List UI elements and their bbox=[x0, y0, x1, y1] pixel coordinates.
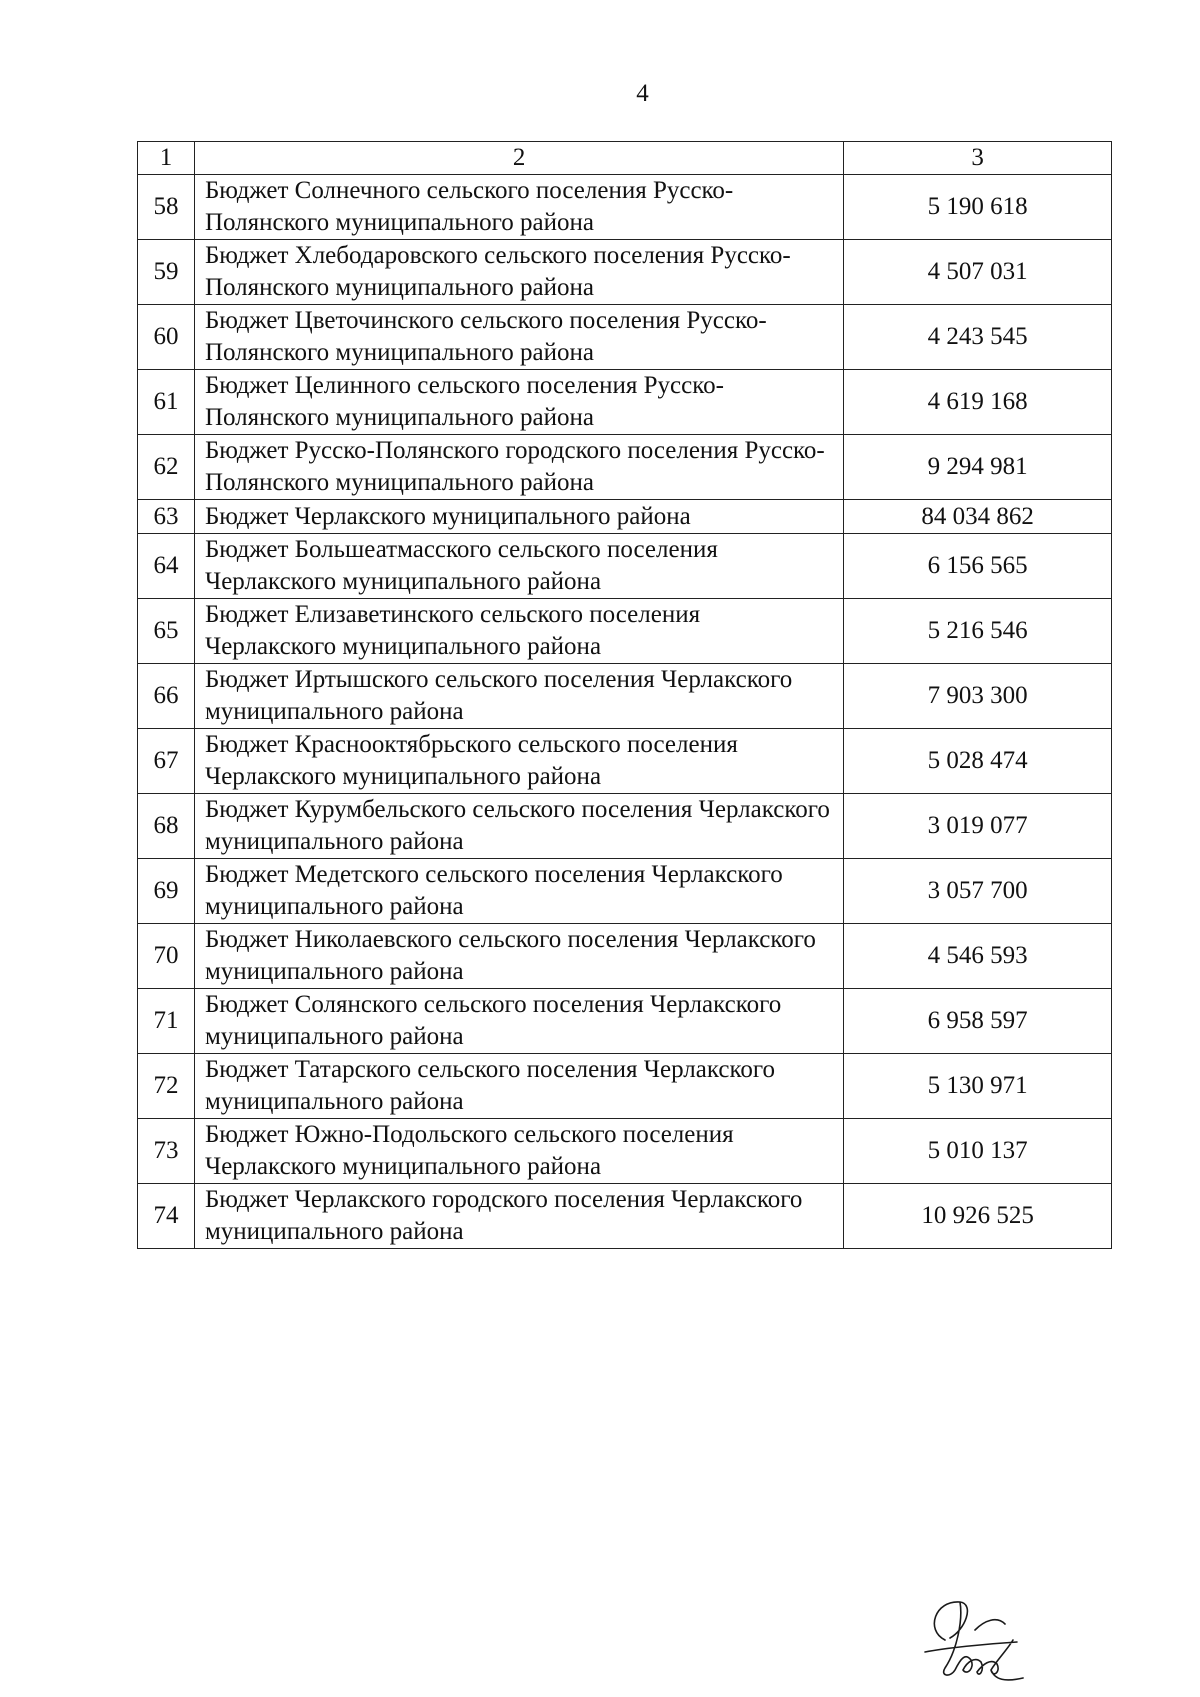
budget-name-cell: Бюджет Целинного сельского поселения Русско-Полянского муниципального района bbox=[194, 370, 843, 435]
row-number-cell: 64 bbox=[138, 534, 195, 599]
row-number-cell: 71 bbox=[138, 989, 195, 1054]
row-number-cell: 58 bbox=[138, 175, 195, 240]
row-number-cell: 62 bbox=[138, 435, 195, 500]
amount-cell: 4 507 031 bbox=[844, 240, 1112, 305]
row-number-cell: 67 bbox=[138, 729, 195, 794]
budget-name-cell: Бюджет Черлакского муниципального района bbox=[194, 500, 843, 534]
table-row bbox=[138, 240, 1112, 305]
budget-name-cell: Бюджет Медетского сельского поселения Черлакского муниципального района bbox=[194, 859, 843, 924]
row-number-cell: 70 bbox=[138, 924, 195, 989]
header-cell-name: 2 bbox=[194, 142, 843, 175]
row-number-cell: 66 bbox=[138, 664, 195, 729]
row-number-cell: 69 bbox=[138, 859, 195, 924]
amount-cell: 3 019 077 bbox=[844, 794, 1112, 859]
amount-cell: 5 216 546 bbox=[844, 599, 1112, 664]
amount-cell: 5 190 618 bbox=[844, 175, 1112, 240]
table-row bbox=[138, 500, 1112, 534]
table-row bbox=[138, 729, 1112, 794]
table-row bbox=[138, 305, 1112, 370]
row-number-cell: 59 bbox=[138, 240, 195, 305]
budget-name-cell: Бюджет Черлакского городского поселения Черлакского муниципального района bbox=[194, 1184, 843, 1249]
budget-name-cell: Бюджет Цветочинского сельского поселения Русско-Полянского муниципального района bbox=[194, 305, 843, 370]
table-row bbox=[138, 175, 1112, 240]
amount-cell: 10 926 525 bbox=[844, 1184, 1112, 1249]
row-number-cell: 65 bbox=[138, 599, 195, 664]
amount-cell: 4 546 593 bbox=[844, 924, 1112, 989]
amount-cell: 9 294 981 bbox=[844, 435, 1112, 500]
amount-cell: 3 057 700 bbox=[844, 859, 1112, 924]
amount-cell: 5 010 137 bbox=[844, 1119, 1112, 1184]
table-body bbox=[138, 142, 1112, 1249]
table-row bbox=[138, 859, 1112, 924]
budget-name-cell: Бюджет Курумбельского сельского поселения Черлакского муниципального района bbox=[194, 794, 843, 859]
amount-cell: 6 156 565 bbox=[844, 534, 1112, 599]
table-row bbox=[138, 534, 1112, 599]
budget-name-cell: Бюджет Елизаветинского сельского поселения Черлакского муниципального района bbox=[194, 599, 843, 664]
budget-name-cell: Бюджет Николаевского сельского поселения Черлакского муниципального района bbox=[194, 924, 843, 989]
budget-allocation-table bbox=[137, 141, 1112, 1249]
amount-cell: 6 958 597 bbox=[844, 989, 1112, 1054]
table-row bbox=[138, 989, 1112, 1054]
row-number-cell: 72 bbox=[138, 1054, 195, 1119]
amount-cell: 5 028 474 bbox=[844, 729, 1112, 794]
budget-name-cell: Бюджет Краснооктябрьского сельского поселения Черлакского муниципального района bbox=[194, 729, 843, 794]
table-row bbox=[138, 435, 1112, 500]
table-row bbox=[138, 370, 1112, 435]
row-number-cell: 63 bbox=[138, 500, 195, 534]
budget-name-cell: Бюджет Русско-Полянского городского поселения Русско-Полянского муниципального района bbox=[194, 435, 843, 500]
table-row bbox=[138, 1119, 1112, 1184]
amount-cell: 7 903 300 bbox=[844, 664, 1112, 729]
budget-name-cell: Бюджет Южно-Подольского сельского поселения Черлакского муниципального района bbox=[194, 1119, 843, 1184]
amount-cell: 5 130 971 bbox=[844, 1054, 1112, 1119]
header-row bbox=[138, 142, 1112, 175]
budget-name-cell: Бюджет Иртышского сельского поселения Черлакского муниципального района bbox=[194, 664, 843, 729]
table-row bbox=[138, 664, 1112, 729]
row-number-cell: 68 bbox=[138, 794, 195, 859]
budget-name-cell: Бюджет Солнечного сельского поселения Русско-Полянского муниципального района bbox=[194, 175, 843, 240]
amount-cell: 84 034 862 bbox=[844, 500, 1112, 534]
budget-name-cell: Бюджет Хлебодаровского сельского поселения Русско-Полянского муниципального района bbox=[194, 240, 843, 305]
table-row bbox=[138, 599, 1112, 664]
row-number-cell: 74 bbox=[138, 1184, 195, 1249]
header-cell-number: 1 bbox=[138, 142, 195, 175]
table-row bbox=[138, 794, 1112, 859]
table-row bbox=[138, 1184, 1112, 1249]
row-number-cell: 73 bbox=[138, 1119, 195, 1184]
budget-name-cell: Бюджет Татарского сельского поселения Черлакского муниципального района bbox=[194, 1054, 843, 1119]
handwritten-signature bbox=[905, 1590, 1035, 1685]
amount-cell: 4 243 545 bbox=[844, 305, 1112, 370]
amount-cell: 4 619 168 bbox=[844, 370, 1112, 435]
budget-name-cell: Бюджет Солянского сельского поселения Черлакского муниципального района bbox=[194, 989, 843, 1054]
budget-name-cell: Бюджет Большеатмасского сельского поселения Черлакского муниципального района bbox=[194, 534, 843, 599]
table-row bbox=[138, 1054, 1112, 1119]
row-number-cell: 61 bbox=[138, 370, 195, 435]
header-cell-amount: 3 bbox=[844, 142, 1112, 175]
table-row bbox=[138, 924, 1112, 989]
row-number-cell: 60 bbox=[138, 305, 195, 370]
page-number: 4 bbox=[636, 80, 649, 107]
